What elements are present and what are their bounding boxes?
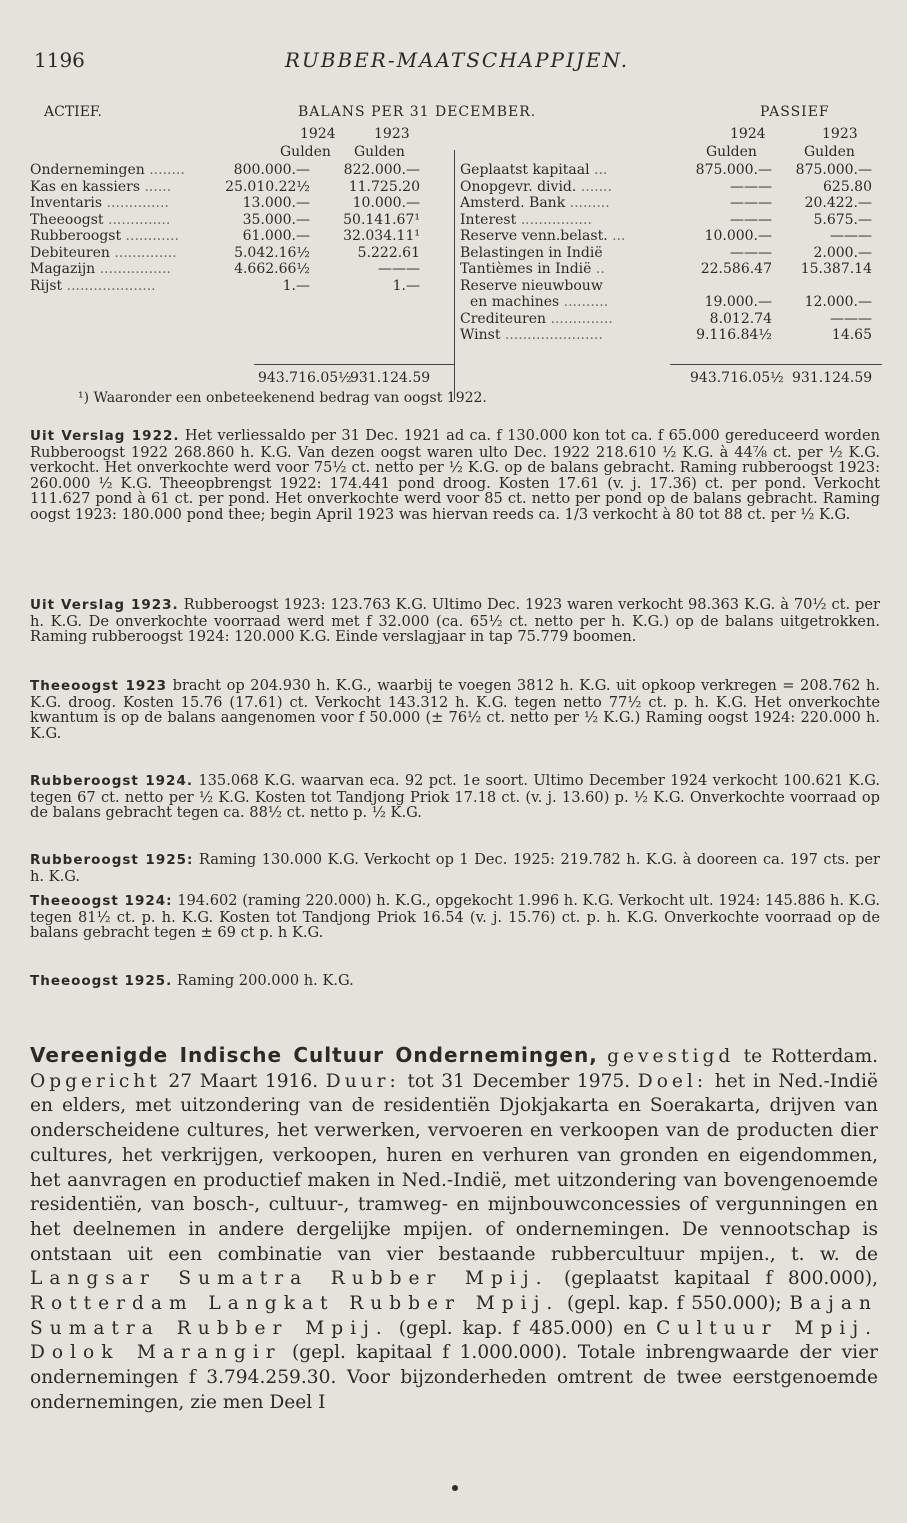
- actief-value-1924: 35.000.—: [242, 211, 310, 228]
- leader-dots: .........: [565, 195, 610, 211]
- actief-column: [30, 162, 450, 294]
- passief-value-1923: 20.422.—: [804, 195, 872, 211]
- report-1923: [30, 597, 880, 645]
- passief-label: Amsterd. Bank: [460, 195, 566, 211]
- passief-label: Reserve nieuwbouw: [460, 277, 603, 294]
- report-text: Raming 200.000 h. K.G.: [176, 972, 354, 989]
- leader-dots: .......: [576, 178, 612, 195]
- actief-total-rule: [254, 364, 454, 365]
- company-entry: [30, 1043, 878, 1416]
- company-bajan-capital: (gepl. kap. f 485.000) en: [398, 1317, 647, 1339]
- passief-row: [460, 327, 882, 344]
- actief-value-1924: 800.000.—: [233, 162, 310, 178]
- passief-row: [460, 294, 882, 311]
- leader-dots: ......................: [500, 327, 603, 343]
- theeoogst-1923: [30, 678, 880, 741]
- leader-dots: ..............: [102, 195, 169, 211]
- company-name: Vereenigde Indische Cultuur Ondernemingen,: [30, 1043, 598, 1067]
- actief-row: [30, 278, 450, 295]
- passief-year-2: 1923: [822, 126, 858, 142]
- actief-row: [30, 162, 450, 179]
- leader-dots: ................: [516, 211, 592, 228]
- passief-value-1923: 875.000.—: [795, 162, 872, 178]
- passief-row: [460, 261, 882, 278]
- rubberoogst-1924: [30, 773, 880, 821]
- actief-value-1924: 61.000.—: [242, 228, 310, 244]
- duur-label: Duur:: [325, 1070, 400, 1092]
- passief-row: [460, 311, 882, 328]
- passief-label: en machines: [470, 294, 560, 310]
- passief-total-rule: [670, 364, 882, 365]
- page-number: 1196: [34, 48, 85, 72]
- actief-value-1924: 25.010.22½: [225, 178, 310, 195]
- actief-label: Inventaris: [30, 195, 103, 211]
- company-dolok-marangir-capital: (gepl. kapitaal f 1.000.000). Totale inbrengwaarde der vier ondernemingen f 3.794.259.30. Voor bijzonderheden omtrent de twee eerstgenoemde ondernemingen, zie men Deel I: [30, 1342, 878, 1413]
- report-heading: Uit Verslag 1922.: [30, 428, 180, 444]
- page-end-dot: [452, 1485, 458, 1491]
- actief-row: [30, 261, 450, 278]
- passief-total-1923: 931.124.59: [792, 370, 873, 386]
- balance-header: [30, 104, 882, 146]
- leader-dots: ....................: [62, 277, 156, 294]
- actief-value-1924: 4.662.66½: [234, 261, 310, 277]
- passief-value-1923: 15.387.14: [800, 261, 872, 277]
- leader-dots: ............: [121, 228, 179, 244]
- actief-value-1923: ———: [378, 261, 420, 277]
- company-rotterdam-langkat: Rotterdam Langkat Rubber Mpij.: [30, 1293, 560, 1315]
- actief-value-1923: 50.141.67¹: [343, 211, 420, 228]
- report-heading: Rubberoogst 1925:: [30, 852, 194, 868]
- location-text: te Rotterdam.: [743, 1046, 878, 1067]
- report-text: Rubberoogst 1923: 123.763 K.G. Ultimo Dec. 1923 waren verkocht 98.363 K.G. à 70½ ct. per h. K.G. De onverkochte voorraad werd met f 32.000 (ca. 65½ ct. netto per h. K.G.) op de balans uitgetrokken. Raming rubberoogst 1924: 120.000 K.G. Einde verslagjaar in tap 75.779 boomen.: [30, 596, 881, 646]
- balance-title: BALANS PER 31 DECEMBER.: [298, 104, 537, 120]
- report-text: Het verliessaldo per 31 Dec. 1921 ad ca. f 130.000 kon tot ca. f 65.000 gereduceerd worden Rubberoogst 1922 268.860 h. K.G. Van dezen oogst waren ulto Dec. 1922 218.610 ½ K.G. à 44⅞ ct. per ½ K.G. verkocht. Het onverkochte werd voor 75½ ct. netto per ½ K.G. op de balans gebracht. Raming rubberoogst 1923: 260.000 ½ K.G. Theeopbrengst 1922: 174.441 pond droog. Kosten 17.61 (v. j. 17.36) ct. per pond. Verkocht 111.627 pond à 61 ct. per pond. Het onverkochte werd voor 85 ct. netto per pond op de balans gebracht. Raming oogst 1923: 180.000 pond thee; begin April 1923 was hiervan reeds ca. 1/3 verkocht à 80 tot 88 ct. per ½ K.G.: [30, 427, 881, 523]
- running-title: RUBBER-MAATSCHAPPIJEN.: [284, 48, 630, 72]
- passief-label: Interest: [460, 211, 517, 228]
- passief-label: Tantièmes in Indië: [460, 261, 592, 277]
- passief-label: Belastingen in Indië: [460, 244, 603, 261]
- passief-value-1924: 875.000.—: [695, 162, 772, 178]
- passief-currency-2: Gulden: [804, 144, 855, 160]
- actief-value-1923: 32.034.11¹: [343, 228, 420, 244]
- footnote: ¹) Waaronder een onbeteekenend bedrag van oogst 1922.: [78, 390, 487, 406]
- report-text: bracht op 204.930 h. K.G., waarbij te voegen 3812 h. K.G. uit opkoop verkregen = 208.762 h. K.G. droog. Kosten 15.76 (17.61) ct. Verkocht 143.312 h. K.G. tegen netto 77½ ct. p. h. K.G. Het onverkochte kwantum is op de balans aangenomen voor f 50.000 (± 76½ ct. netto per ½ K.G.) Raming oogst 1924: 220.000 h. K.G.: [30, 677, 881, 742]
- passief-value-1924: ———: [730, 178, 772, 195]
- passief-title: PASSIEF: [760, 104, 830, 120]
- report-text: 194.602 (raming 220.000) h. K.G., opgekocht 1.996 h. K.G. Verkocht ult. 1924: 145.886 h. K.G. tegen 81½ ct. p. h. K.G. Kosten tot Tandjong Priok 16.54 (v. j. 15.76) ct. p. h. K.G. Onverkochte voorraad op de balans gebracht tegen ± 69 ct p. h K.G.: [30, 892, 880, 942]
- actief-value-1923: 1.—: [392, 277, 420, 294]
- passief-row: [460, 278, 882, 295]
- passief-value-1923: ———: [830, 228, 872, 244]
- theeoogst-1924: [30, 893, 880, 941]
- passief-row: [460, 212, 882, 229]
- passief-label: Crediteuren: [460, 310, 547, 327]
- actief-value-1923: 822.000.—: [343, 162, 420, 178]
- passief-value-1924: ———: [730, 195, 772, 211]
- passief-label: Geplaatst kapitaal: [460, 162, 590, 178]
- actief-row: [30, 245, 450, 262]
- actief-currency-1: Gulden: [280, 144, 331, 160]
- passief-value-1923: 12.000.—: [804, 294, 872, 310]
- actief-row: [30, 195, 450, 212]
- passief-row: [460, 179, 882, 196]
- leader-dots: ...: [607, 228, 626, 244]
- passief-value-1923: 5.675.—: [813, 211, 872, 228]
- actief-value-1924: 1.—: [282, 277, 310, 294]
- actief-label: Ondernemingen: [30, 162, 145, 178]
- passief-value-1924: 10.000.—: [704, 228, 772, 244]
- balance-sheet: [30, 104, 882, 406]
- actief-title: ACTIEF.: [44, 104, 102, 120]
- rubberoogst-1925: [30, 852, 880, 884]
- actief-value-1923: 11.725.20: [348, 178, 420, 195]
- actief-row: [30, 179, 450, 196]
- leader-dots: ...: [589, 162, 608, 178]
- balance-totals: [30, 370, 882, 388]
- leader-dots: ......: [140, 178, 172, 195]
- actief-currency-2: Gulden: [354, 144, 405, 160]
- doel-label: Doel:: [637, 1070, 708, 1092]
- actief-label: Magazijn: [30, 261, 96, 277]
- actief-total-1924: 943.716.05½: [258, 370, 352, 386]
- opgericht-label: Opgericht: [30, 1070, 161, 1092]
- passief-value-1924: ———: [730, 244, 772, 261]
- actief-label: Kas en kassiers: [30, 178, 141, 195]
- report-text: 135.068 K.G. waarvan eca. 92 pct. 1e soort. Ultimo December 1924 verkocht 100.621 K.G. tegen 67 ct. netto per ½ K.G. Kosten tot Tandjong Priok 17.18 ct. (v. j. 13.60) p. ½ K.G. Onverkochte voorraad op de balans gebracht tegen ca. 88½ ct. netto p. ½ K.G.: [30, 772, 880, 822]
- actief-row: [30, 212, 450, 229]
- passief-row: [460, 228, 882, 245]
- passief-value-1924: 9.116.84½: [696, 327, 772, 343]
- passief-value-1924: 8.012.74: [709, 310, 772, 327]
- theeoogst-1925: [30, 973, 880, 990]
- duur-text: tot 31 December 1975.: [407, 1070, 631, 1092]
- leader-dots: ........: [144, 162, 185, 178]
- passief-column: [460, 162, 882, 344]
- passief-value-1923: 2.000.—: [813, 244, 872, 261]
- company-langsar: Langsar Sumatra Rubber Mpij.: [30, 1268, 549, 1290]
- actief-label: Debiteuren: [30, 244, 110, 261]
- page-header: [34, 48, 880, 78]
- leader-dots: ..........: [559, 294, 609, 310]
- report-heading: Theeoogst 1924:: [30, 893, 173, 909]
- actief-label: Theeoogst: [30, 211, 104, 228]
- opgericht-date: 27 Maart 1916.: [168, 1070, 319, 1092]
- passief-value-1923: 625.80: [823, 178, 872, 195]
- company-langsar-capital: (geplaatst kapitaal f 800.000),: [564, 1268, 878, 1290]
- leader-dots: ..............: [109, 244, 177, 261]
- actief-label: Rijst: [30, 277, 63, 294]
- actief-value-1923: 10.000.—: [352, 195, 420, 211]
- actief-label: Rubberoogst: [30, 228, 122, 244]
- passief-label: Reserve venn.belast.: [460, 228, 608, 244]
- report-heading: Theeoogst 1925.: [30, 973, 173, 989]
- passief-value-1923: ———: [830, 310, 872, 327]
- company-rotterdam-langkat-capital: (gepl. kap. f 550.000);: [567, 1293, 782, 1315]
- actief-total-1923: 931.124.59: [350, 370, 431, 386]
- passief-value-1923: 14.65: [831, 327, 872, 343]
- report-1922: [30, 428, 880, 523]
- gevestigd-label: gevestigd: [607, 1046, 735, 1067]
- actief-value-1924: 5.042.16½: [234, 244, 310, 261]
- company-bajan: Bajan Sumatra Rubber Mpij.: [30, 1293, 878, 1339]
- leader-dots: ..: [591, 261, 605, 277]
- passief-currency-1: Gulden: [706, 144, 757, 160]
- actief-year-1: 1924: [300, 126, 336, 142]
- passief-value-1924: ———: [730, 211, 772, 228]
- passief-value-1924: 19.000.—: [704, 294, 772, 310]
- passief-row: [460, 162, 882, 179]
- actief-year-2: 1923: [374, 126, 410, 142]
- report-heading: Theeoogst 1923: [30, 678, 168, 694]
- leader-dots: ..............: [103, 211, 171, 228]
- passief-label: Onopgevr. divid.: [460, 178, 577, 195]
- leader-dots: ..............: [546, 310, 613, 327]
- passief-label: Winst: [460, 327, 501, 343]
- column-divider: [454, 150, 455, 400]
- actief-value-1924: 13.000.—: [242, 195, 310, 211]
- passief-row: [460, 195, 882, 212]
- company-dolok-marangir: Cultuur Mpij. Dolok Marangir: [30, 1317, 879, 1364]
- report-heading: Rubberoogst 1924.: [30, 773, 193, 789]
- actief-value-1923: 5.222.61: [357, 244, 420, 261]
- passief-total-1924: 943.716.05½: [690, 370, 784, 386]
- passief-year-1: 1924: [730, 126, 766, 142]
- report-heading: Uit Verslag 1923.: [30, 597, 179, 613]
- passief-row: [460, 245, 882, 262]
- passief-value-1924: 22.586.47: [700, 261, 772, 277]
- leader-dots: ................: [95, 261, 171, 277]
- report-text: Raming 130.000 K.G. Verkocht op 1 Dec. 1925: 219.782 h. K.G. à dooreen ca. 197 cts. per h. K.G.: [30, 851, 880, 885]
- doel-text: het in Ned.-Indië en elders, met uitzondering van de residentiën Djokjakarta en Soerakarta, drijven van onderscheidene cultures, het verwerken, vervoeren en verkoopen van de producten dier cultures, het verkrijgen, verkoopen, huren en verhuren van gronden en eigendommen, het aanvragen en productief maken in Ned.-Indië, met uitzondering van bovengenoemde residentiën, van bosch-, cultuur-, tramweg- en mijnbouwconcessies of vergunningen en het deelnemen in andere dergelijke mpijen. of ondernemingen. De vennootschap is ontstaan uit een combinatie van vier bestaande rubbercultuur mpijen., t. w. de: [30, 1070, 878, 1265]
- actief-row: [30, 228, 450, 245]
